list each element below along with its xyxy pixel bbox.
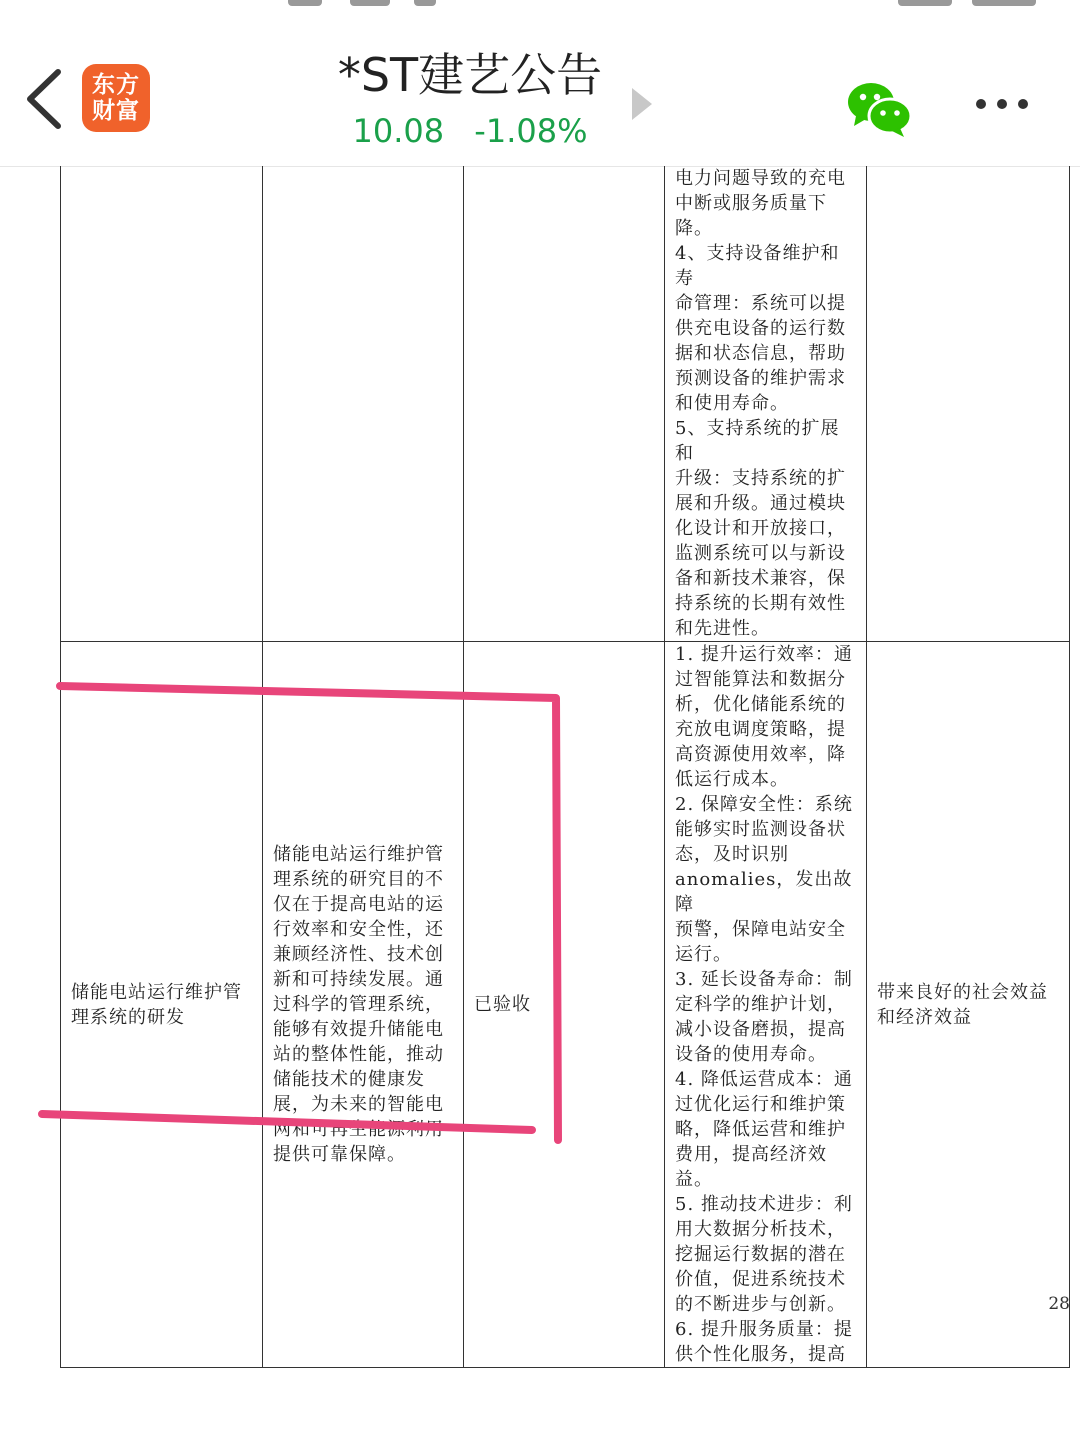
table-cell-details: 1. 提升运行效率：通 过智能算法和数据分 析，优化储能系统的 充放电调度策略，提 高资源使用效率，降 低运行成本。 2. 保障安全性：系统 能够实时监测设备状 态，及时识别 anomalies，发出故障 预警，保障电站安全 运行。 3. 延长设备寿命：制 定科学的维护计划， 减小设备磨损，提高 设备的使用寿命。 4. 降低运营成本：通 过优化运行和维护策 略，降低运营和维护 费用，提高经济效 益。 5. 推动技术进步：利 用大数据分析技术， 挖掘运行数据的潜在 价值，促进系统技术 的不断进步与创新。 6. 提升服务质量：提 供个性化服务，提高 (665, 642, 867, 1368)
stock-price: 10.08 (352, 112, 445, 150)
more-dots-icon[interactable] (972, 92, 1032, 116)
chevron-left-icon[interactable] (22, 66, 68, 132)
table-row (61, 166, 1070, 642)
page-number: 28 (1048, 1294, 1070, 1314)
table-cell-purpose (263, 166, 464, 642)
stock-quote (300, 110, 640, 152)
table-cell-details: 电力问题导致的充电 中断或服务质量下 降。 4、支持设备维护和寿 命管理：系统可以提 供充电设备的运行数 据和状态信息，帮助 预测设备的维护需求 和使用寿命。 5、支持系统的扩展和 升级：支持系统的扩 展和升级。通过模块 化设计和开放接口， 监测系统可以与新设 备和新技术兼容，保 持系统的长期有效性 和先进性。 (665, 166, 867, 642)
logo-line-2: 财富 (92, 98, 140, 124)
table-cell-purpose: 储能电站运行维护管 理系统的研究目的不 仅在于提高电站的运 行效率和安全性，还 兼顾经济性、技术创 新和可持续发展。通 过科学的管理系统， 能够有效提升储能电 站的整体性能，推动 储能技术的健康发 展，为未来的智能电 网和可再生能源利用 提供可靠保障。 (263, 642, 464, 1368)
wechat-icon[interactable] (846, 80, 912, 138)
table-cell-status: 已验收 (464, 642, 665, 1368)
table-cell-impact: 带来良好的社会效益 和经济效益 (867, 642, 1070, 1368)
table-cell-status (464, 166, 665, 642)
page-title: *ST建艺公告 (337, 48, 603, 102)
app-logo[interactable] (82, 64, 150, 132)
rd-projects-table (60, 166, 1070, 1368)
table-row (61, 642, 1070, 1368)
stock-change: -1.08% (474, 112, 588, 150)
play-triangle-icon[interactable] (630, 86, 654, 122)
app-header (0, 14, 1080, 167)
table-cell-project: 储能电站运行维护管 理系统的研发 (61, 642, 263, 1368)
document-page (0, 166, 1080, 1434)
table-cell-project (61, 166, 263, 642)
status-bar (0, 0, 1080, 14)
table-cell-impact (867, 166, 1070, 642)
logo-line-1: 东方 (92, 72, 140, 98)
